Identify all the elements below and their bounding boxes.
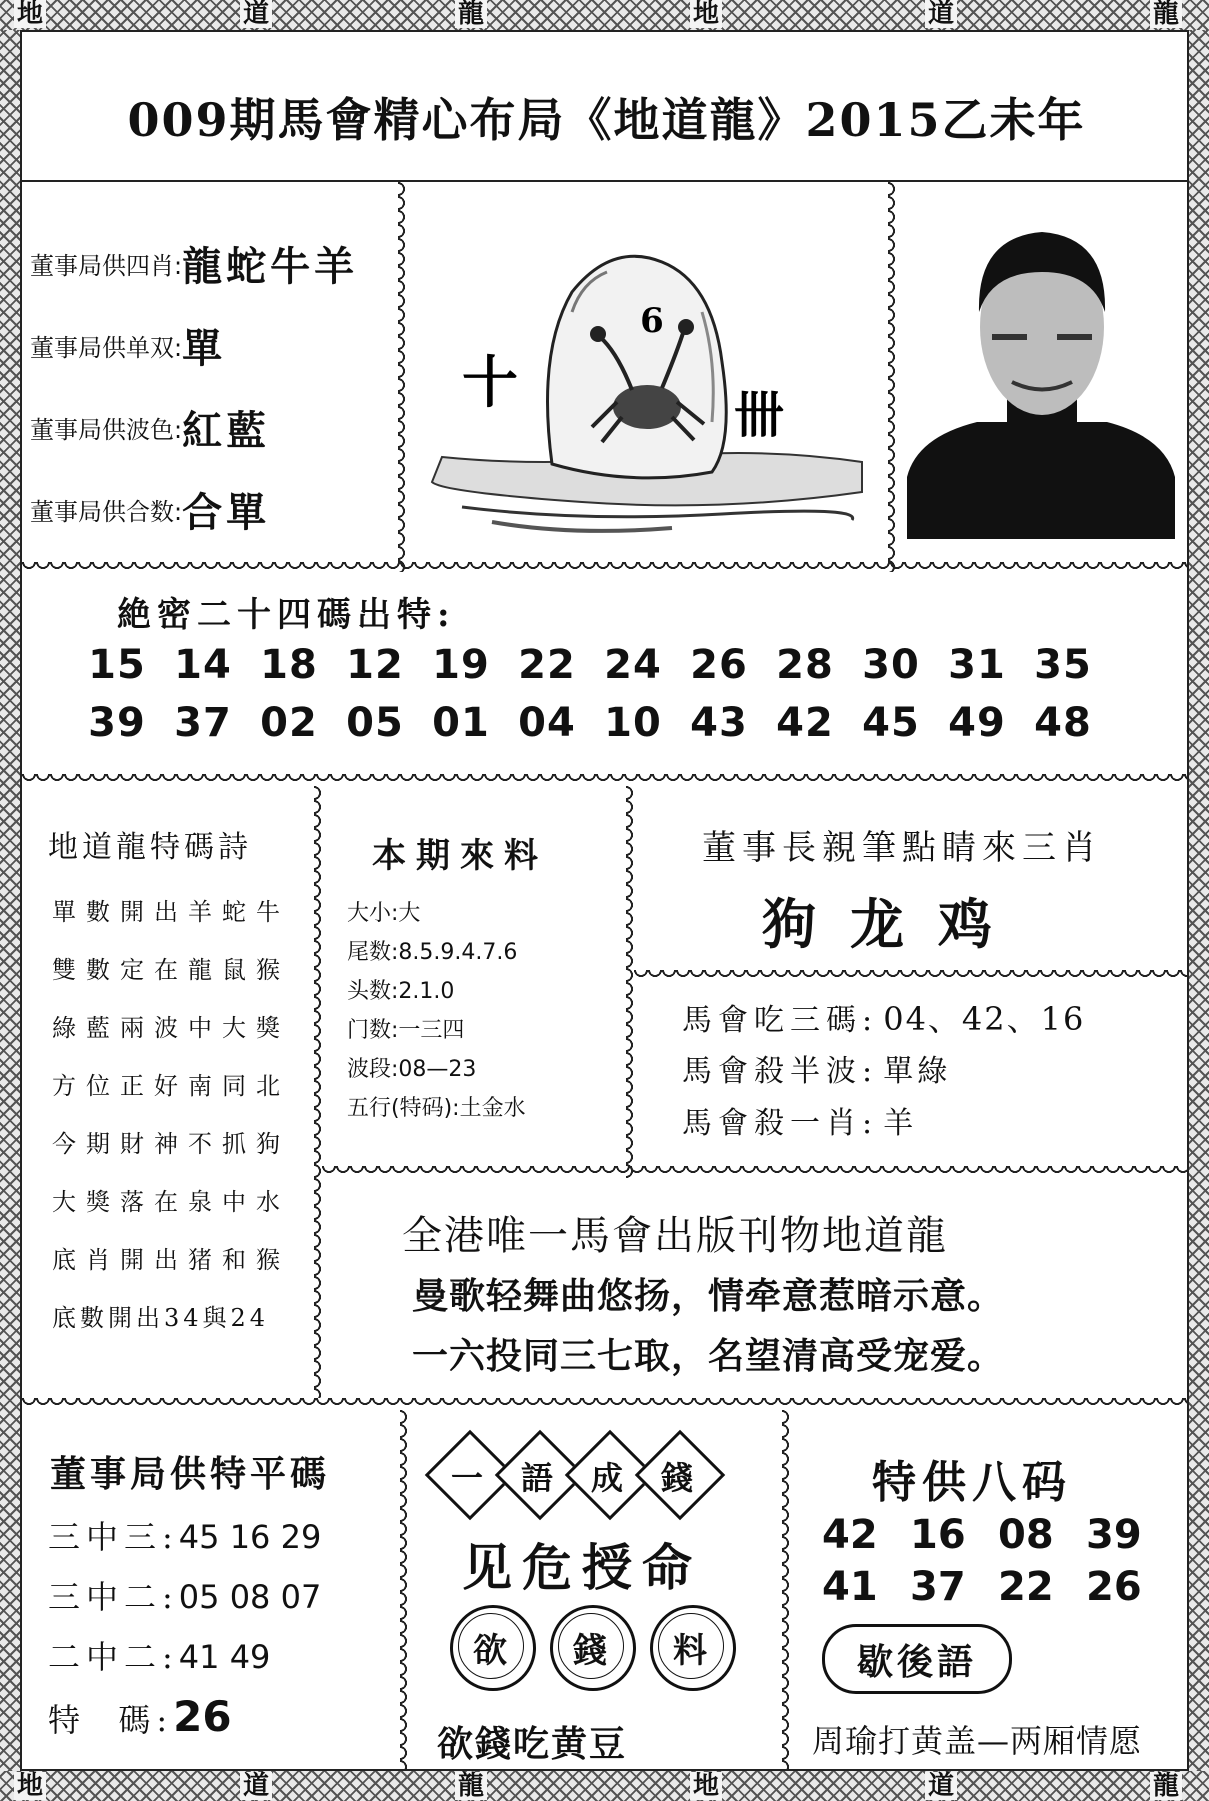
wave-divider xyxy=(314,786,328,1398)
diamond-char: 語 xyxy=(520,1459,553,1497)
material-value: 8.5.9.4.7.6 xyxy=(398,940,518,965)
secret-number: 22 xyxy=(518,642,576,688)
secret-number: 42 xyxy=(776,700,834,746)
board-row-value: 紅藍 xyxy=(182,406,271,454)
material-row xyxy=(347,933,526,972)
board-row-label: 董事局供四肖: xyxy=(30,251,183,280)
border-char: 地 xyxy=(690,1772,722,1800)
border-char: 道 xyxy=(925,1772,957,1800)
board-row-label: 董事局供单双: xyxy=(30,333,183,362)
wave-divider xyxy=(400,1410,414,1771)
eight-number: 39 xyxy=(1086,1512,1142,1558)
saying-text: 周瑜打黄盖—两厢情愿 xyxy=(812,1722,1143,1760)
board-row-label: 董事局供波色: xyxy=(30,415,183,444)
board-section xyxy=(30,222,390,550)
rock-crab-icon xyxy=(422,202,882,552)
secret-number: 12 xyxy=(346,642,404,688)
poem-line: 大獎落在泉中水 xyxy=(52,1188,290,1216)
eight-row-1 xyxy=(822,1512,1174,1558)
board-row xyxy=(30,304,390,386)
wave-divider xyxy=(634,970,1189,984)
secret-number: 18 xyxy=(260,642,318,688)
board-row xyxy=(30,386,390,468)
eight-title: 特供八码 xyxy=(872,1457,1072,1508)
board-row-value: 龍蛇牛羊 xyxy=(182,242,359,290)
material-value: 大 xyxy=(398,901,421,926)
wave-divider xyxy=(22,1398,1189,1412)
board-row-label: 董事局供合数: xyxy=(30,497,183,526)
special-code-value: 26 xyxy=(173,1692,232,1741)
secret-number: 01 xyxy=(432,700,490,746)
page-title: 009期馬會精心布局《地道龍》2015乙未年 xyxy=(127,93,1086,147)
flat-code-label: 三中三: xyxy=(48,1518,179,1556)
eight-number: 26 xyxy=(1086,1564,1142,1610)
secret-row-1 xyxy=(74,642,1106,688)
kill-label: 馬會殺半波: xyxy=(682,1054,879,1089)
secret-number: 37 xyxy=(174,700,232,746)
board-row xyxy=(30,468,390,550)
material-value: 土金水 xyxy=(459,1096,526,1121)
flat-code-value: 45 16 29 xyxy=(178,1518,322,1556)
border-char: 龍 xyxy=(455,0,487,28)
border-top xyxy=(0,0,1209,30)
wave-divider xyxy=(22,562,1189,576)
wave-divider xyxy=(22,774,1189,788)
flat-code-row xyxy=(48,1632,321,1692)
secret-title: 絶密二十四碼出特: xyxy=(117,595,456,635)
wave-divider xyxy=(888,182,902,572)
secret-number: 26 xyxy=(690,642,748,688)
secret-number: 24 xyxy=(604,642,662,688)
secret-number: 02 xyxy=(260,700,318,746)
material-label: 门数: xyxy=(347,1018,399,1043)
secret-number: 45 xyxy=(862,700,920,746)
border-right xyxy=(1189,30,1209,1771)
secret-number: 49 xyxy=(948,700,1006,746)
kill-value: 04、42、16 xyxy=(883,1000,1086,1038)
flat-code-label: 三中二: xyxy=(48,1578,179,1616)
circle-char: 欲 xyxy=(473,1631,507,1671)
material-label: 大小: xyxy=(347,901,399,926)
rock-left-sign: 十 xyxy=(462,350,518,416)
proverb-answer: 欲錢吃黄豆 xyxy=(437,1724,628,1765)
material-label: 头数: xyxy=(347,979,399,1004)
flat-code-label: 二中二: xyxy=(48,1638,179,1676)
secret-number: 15 xyxy=(88,642,146,688)
flat-code-value: 05 08 07 xyxy=(178,1578,322,1616)
chairman-animals: 狗龙鸡 xyxy=(762,892,1026,956)
poem-line: 雙數定在龍鼠猴 xyxy=(52,956,290,984)
secret-number: 28 xyxy=(776,642,834,688)
rock-digit: 6 xyxy=(640,301,664,341)
secret-number: 14 xyxy=(174,642,232,688)
poem-line: 底肖開出猪和猴 xyxy=(52,1246,290,1274)
material-row xyxy=(347,1089,526,1128)
poem-line: 綠藍兩波中大獎 xyxy=(52,1014,290,1042)
flat-code-row xyxy=(48,1572,321,1632)
eight-number: 22 xyxy=(998,1564,1054,1610)
flat-code-row xyxy=(48,1692,321,1752)
secret-number: 04 xyxy=(518,700,576,746)
poem-title: 地道龍特碼詩 xyxy=(48,830,252,865)
portrait-icon xyxy=(907,217,1177,539)
secret-number: 31 xyxy=(948,642,1006,688)
circle-char: 錢 xyxy=(573,1631,607,1671)
kill-row xyxy=(682,1046,1085,1098)
kill-row xyxy=(682,1098,1085,1150)
eight-number: 08 xyxy=(998,1512,1054,1558)
kill-value: 羊 xyxy=(883,1106,914,1141)
border-char: 龍 xyxy=(455,1772,487,1800)
wave-divider xyxy=(322,1166,1189,1180)
publication-line-3: 一六投同三七取，名望清高受宠爱。 xyxy=(412,1336,1005,1377)
flat-code-row xyxy=(48,1512,321,1572)
secret-number: 19 xyxy=(432,642,490,688)
diamond-char: 一 xyxy=(450,1459,483,1497)
material-value: 一三四 xyxy=(398,1018,465,1043)
eight-number: 16 xyxy=(910,1512,966,1558)
material-value: 2.1.0 xyxy=(398,979,455,1004)
diamond-char: 錢 xyxy=(660,1459,693,1497)
divider xyxy=(22,180,1189,182)
border-left xyxy=(0,30,20,1771)
kill-value: 單綠 xyxy=(883,1054,952,1089)
border-char: 龍 xyxy=(1150,1772,1182,1800)
material-list xyxy=(347,894,526,1128)
poem-line: 今期財神不抓狗 xyxy=(52,1130,290,1158)
eight-number: 41 xyxy=(822,1564,878,1610)
poem-line: 底數開出34與24 xyxy=(52,1304,270,1332)
rock-crab-illustration xyxy=(422,202,882,552)
flat-code-title: 董事局供特平碼 xyxy=(50,1453,331,1495)
eight-number: 37 xyxy=(910,1564,966,1610)
material-row xyxy=(347,972,526,1011)
poem-line: 方位正好南同北 xyxy=(52,1072,290,1100)
border-char: 道 xyxy=(240,1772,272,1800)
board-row-value: 單 xyxy=(182,324,227,372)
circle-char: 料 xyxy=(673,1631,707,1671)
kill-label: 馬會吃三碼: xyxy=(682,1003,879,1038)
board-row xyxy=(30,222,390,304)
board-row-value: 合單 xyxy=(182,488,271,536)
border-char: 龍 xyxy=(1150,0,1182,28)
material-row xyxy=(347,894,526,933)
publication-line-1: 全港唯一馬會出版刊物地道龍 xyxy=(402,1213,948,1259)
secret-number: 48 xyxy=(1034,700,1092,746)
secret-number: 35 xyxy=(1034,642,1092,688)
kill-row xyxy=(682,994,1085,1046)
eight-number: 42 xyxy=(822,1512,878,1558)
eight-row-2 xyxy=(822,1564,1174,1610)
chairman-title: 董事長親筆點睛來三肖 xyxy=(702,828,1102,868)
poem-line: 單數開出羊蛇牛 xyxy=(52,898,290,926)
secret-number: 39 xyxy=(88,700,146,746)
material-label: 五行(特码): xyxy=(347,1096,460,1121)
border-char: 地 xyxy=(14,1772,46,1800)
border-char: 地 xyxy=(14,0,46,28)
wave-divider xyxy=(782,1410,796,1771)
secret-number: 10 xyxy=(604,700,662,746)
secret-number: 30 xyxy=(862,642,920,688)
secret-row-2 xyxy=(74,700,1106,746)
material-title: 本期來料 xyxy=(372,836,548,876)
kill-label: 馬會殺一肖: xyxy=(682,1106,879,1141)
material-value: 08—23 xyxy=(398,1057,477,1082)
wave-divider xyxy=(398,182,412,572)
special-code-label: 特 碼: xyxy=(48,1701,174,1739)
rock-right-sign: 卌 xyxy=(734,385,784,444)
sheet-body xyxy=(20,30,1189,1771)
border-char: 地 xyxy=(690,0,722,28)
material-label: 波段: xyxy=(347,1057,399,1082)
border-char: 道 xyxy=(925,0,957,28)
diamond-char: 成 xyxy=(590,1459,623,1497)
flat-code-value: 41 49 xyxy=(178,1638,271,1676)
publication-line-2: 曼歌轻舞曲悠扬，情牵意惹暗示意。 xyxy=(412,1276,1005,1317)
secret-number: 43 xyxy=(690,700,748,746)
portrait-photo xyxy=(907,217,1177,539)
border-bottom xyxy=(0,1771,1209,1801)
material-row xyxy=(347,1011,526,1050)
proverb-phrase: 见危授命 xyxy=(462,1538,702,1597)
border-char: 道 xyxy=(240,0,272,28)
material-row xyxy=(347,1050,526,1089)
kill-list xyxy=(682,994,1085,1150)
secret-number: 05 xyxy=(346,700,404,746)
saying-badge: 歇後語 xyxy=(856,1641,977,1683)
flat-code-list xyxy=(48,1512,321,1752)
material-label: 尾数: xyxy=(347,940,399,965)
